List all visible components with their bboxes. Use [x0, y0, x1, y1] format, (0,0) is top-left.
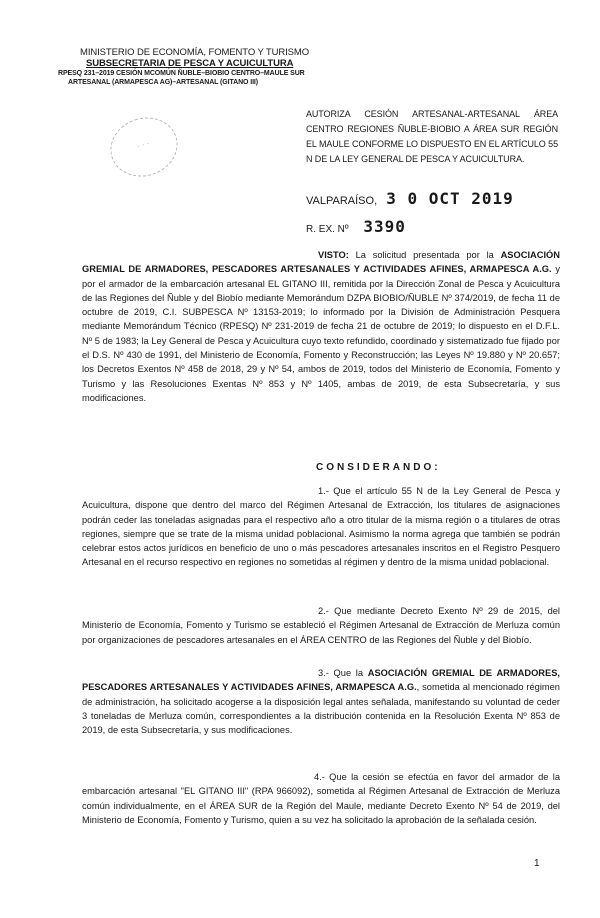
visto-paragraph: VISTO: La solicitud presentada por la ASOCIACIÓN GREMIAL DE ARMADORES, PESCADORES ARTESANALES Y ACTIVIDADES AFINES, ARMAPESCA A.G. y por el armador de la embarcación artesanal EL GITANO III, remitida por la Dirección Zonal de Pesca y Acuicultura de las Regiones del Ñuble y del Biobío mediante Memorándum DZPA BIOBIO/ÑUBLE Nº 374/2019, de fecha 11 de octubre de 2019, C.I. SUBPESCA Nº 13153-2019; lo informado por la División de Administración Pesquera mediante Memorándum Técnico (RPESQ) Nº 231-2019 de fecha 21 de octubre de 2019; lo dispuesto en el D.F.L. Nº 5 de 1983; la Ley General de Pesca y Acuicultura cuyo texto refundido, coordinado y sistematizado fue fijado por el D.S. Nº 430 de 1991, del Ministerio de Economía, Fomento y Reconstrucción; las Leyes Nº 19.880 y Nº 20.657; los Decretos Exentos Nº 458 de 2018, 29 y Nº 54, ambos de 2019, todos del Ministerio de Economía, Fomento y Turismo y las Resoluciones Exentas Nº 853 y Nº 1405, ambas de 2019, de esta Subsecretaría, y sus modificaciones. [82, 250, 560, 403]
office-stamp: · · · [103, 109, 186, 185]
reference-line-2: ARTESANAL (ARMAPESCA AG)–ARTESANAL (GITANO III) [68, 79, 259, 86]
rex-number: 3390 [363, 217, 406, 236]
item-3-organization: ASOCIACIÓN GREMIAL DE ARMADORES, PESCADORES ARTESANALES Y ACTIVIDADES AFINES, ARMAPESCA A.G. [82, 668, 560, 693]
considerando-item-4: 4.- Que la cesión se efectúa en favor del armador de la embarcación artesanal "EL GITANO III" (RPA 966092), sometida al Régimen Artesanal de Extracción de Merluza común individualmente, en el ÁREA SUR de la Región del Maule, mediante Decreto Exento Nº 54 de 2019, del Ministerio de Economía, Fomento y Turismo, quien a su vez ha solicitado la aprobación de la señalada cesión. [82, 772, 560, 825]
page-number: 1 [534, 858, 540, 869]
letterhead [58, 47, 358, 87]
place-label: VALPARAÍSO, [306, 195, 378, 207]
resolution-number-line [306, 217, 406, 236]
date-stamp: 3 0 OCT 2019 [386, 189, 514, 208]
place-date [306, 189, 514, 208]
resolution-summary: AUTORIZA CESIÓN ARTESANAL-ARTESANAL ÁREA CENTRO REGIONES ÑUBLE-BIOBIO A ÁREA SUR REGIÓN EL MAULE CONFORME LO DISPUESTO EN EL ARTÍCULO 55 N DE LA LEY GENERAL DE PESCA Y ACUICULTURA. [306, 109, 558, 164]
visto-label: VISTO: [318, 250, 349, 260]
considerando-item-3: 3.- Que la ASOCIACIÓN GREMIAL DE ARMADORES, PESCADORES ARTESANALES Y ACTIVIDADES AFINES, ARMAPESCA A.G., sometida al mencionado régimen de administración, ha solicitado acogerse a la disposición legal antes señalada, manifestando su voluntad de ceder 3 toneladas de Merluza común, correspondientes a la distribución contenida en la Resolución Exenta Nº 853 de 2019, de esta Subsecretaría, y sus modificaciones. [82, 668, 560, 736]
visto-organization: ASOCIACIÓN GREMIAL DE ARMADORES, PESCADORES ARTESANALES Y ACTIVIDADES AFINES, ARMAPESCA A.G. [82, 250, 560, 275]
considerando-item-1: 1.- Que el artículo 55 N de la Ley General de Pesca y Acuicultura, dispone que dentro del marco del Régimen Artesanal de Extracción, los titulares de asignaciones podrán ceder las toneladas asignadas para el respectivo año a otro titular de la misma región o a titulares de otras regiones, siempre que se trate de la misma unidad poblacional. Asimismo la norma agrega que también se podrán celebrar estos actos jurídicos en beneficio de uno o más pescadores artesanales inscritos en el Registro Pesquero Artesanal en el recurso respectivo en regiones no sometidas al régimen y dentro de la misma unidad poblacional. [82, 486, 560, 568]
subsecretaria-name: SUBSECRETARIA DE PESCA Y ACUICULTURA [86, 58, 294, 69]
considerando-item-2: 2.- Que mediante Decreto Exento Nº 29 de 2015, del Ministerio de Economía, Fomento y Turismo se estableció el Régimen Artesanal de Extracción de Merluza común por organizaciones de pescadores artesanales en el ÁREA CENTRO de las Regiones del Ñuble y del Biobío. [82, 606, 560, 645]
considerando-heading: CONSIDERANDO: [316, 462, 441, 473]
reference-line-1: RPESQ 231–2019 CESIÓN MCOMÚN ÑUBLE–BIOBIO CENTRO–MAULE SUR [58, 70, 305, 77]
rex-label: R. EX. Nº [306, 224, 349, 235]
ministry-name: MINISTERIO DE ECONOMÍA, FOMENTO Y TURISMO [80, 47, 310, 58]
